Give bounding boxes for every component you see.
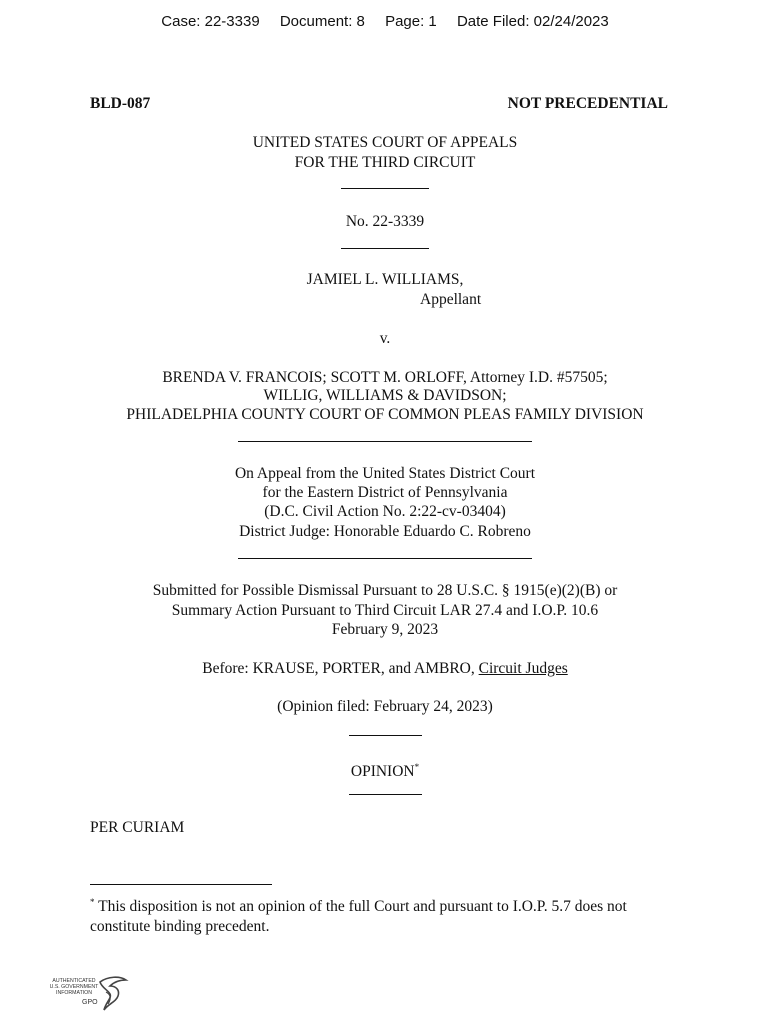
footnote-divider: [90, 884, 272, 885]
gpo-line-3: INFORMATION: [56, 990, 92, 996]
divider: [0, 778, 770, 800]
submission-line-2: Summary Action Pursuant to Third Circuit LAR 27.4 and I.O.P. 10.6: [171, 602, 599, 619]
footnote-marker: *: [90, 897, 95, 907]
before-prefix: Before: KRAUSE, PORTER, and AMBRO,: [202, 660, 479, 677]
court-line-1: UNITED STATES COURT OF APPEALS: [252, 134, 518, 151]
gpo-authentication-logo: [44, 972, 134, 1018]
divider: [0, 719, 770, 741]
appellant-name: JAMIEL L. WILLIAMS,: [306, 271, 464, 288]
circuit-judges-label: Circuit Judges: [478, 660, 568, 677]
doc-id: BLD-087: [90, 95, 151, 112]
header-case: Case: 22-3339: [161, 13, 260, 30]
header-document: Document: 8: [279, 13, 365, 30]
appellees-line-1: BRENDA V. FRANCOIS; SCOTT M. ORLOFF, Attorney I.D. #57505;: [162, 369, 608, 386]
opinion-title: OPINION: [350, 763, 415, 780]
gpo-line-2: U.S. GOVERNMENT: [49, 984, 99, 990]
gpo-line-1: AUTHENTICATED: [52, 978, 96, 984]
submission-line-1: Submitted for Possible Dismissal Pursuant to 28 U.S.C. § 1915(e)(2)(B) or: [152, 582, 618, 599]
divider: [0, 170, 770, 194]
submission-line-3: February 9, 2023: [331, 621, 439, 638]
appeal-line-4: District Judge: Honorable Eduardo C. Robreno: [239, 523, 531, 540]
footnote: [90, 892, 690, 937]
divider: [0, 230, 770, 254]
before-judges: [0, 659, 770, 679]
header-page: Page: 1: [385, 13, 437, 30]
divider: [0, 425, 770, 447]
per-curiam: PER CURIAM: [90, 819, 185, 836]
appellees-line-2: WILLIG, WILLIAMS & DAVIDSON;: [263, 387, 507, 404]
footnote-text: This disposition is not an opinion of the full Court and pursuant to I.O.P. 5.7 does not constitute binding precedent.: [90, 898, 627, 935]
filing-header: [0, 13, 770, 30]
appeal-line-3: (D.C. Civil Action No. 2:22-cv-03404): [264, 503, 506, 520]
versus: v.: [379, 330, 391, 347]
gpo-mark: GPO: [82, 999, 98, 1006]
divider: [0, 542, 770, 564]
appeal-line-2: for the Eastern District of Pennsylvania: [262, 484, 508, 501]
opinion-filed: (Opinion filed: February 24, 2023): [277, 698, 493, 715]
case-number: No. 22-3339: [345, 213, 425, 230]
footnote-ref: *: [414, 762, 420, 772]
eagle-icon: [96, 974, 130, 1016]
court-line-2: FOR THE THIRD CIRCUIT: [294, 154, 476, 171]
precedential-label: NOT PRECEDENTIAL: [507, 95, 668, 112]
header-date-filed: Date Filed: 02/24/2023: [456, 13, 609, 30]
appellant-role: Appellant: [420, 291, 482, 308]
gpo-logo-text: [44, 978, 104, 996]
appellees-line-3: PHILADELPHIA COUNTY COURT OF COMMON PLEAS FAMILY DIVISION: [126, 406, 644, 423]
appeal-line-1: On Appeal from the United States District Court: [234, 465, 536, 482]
